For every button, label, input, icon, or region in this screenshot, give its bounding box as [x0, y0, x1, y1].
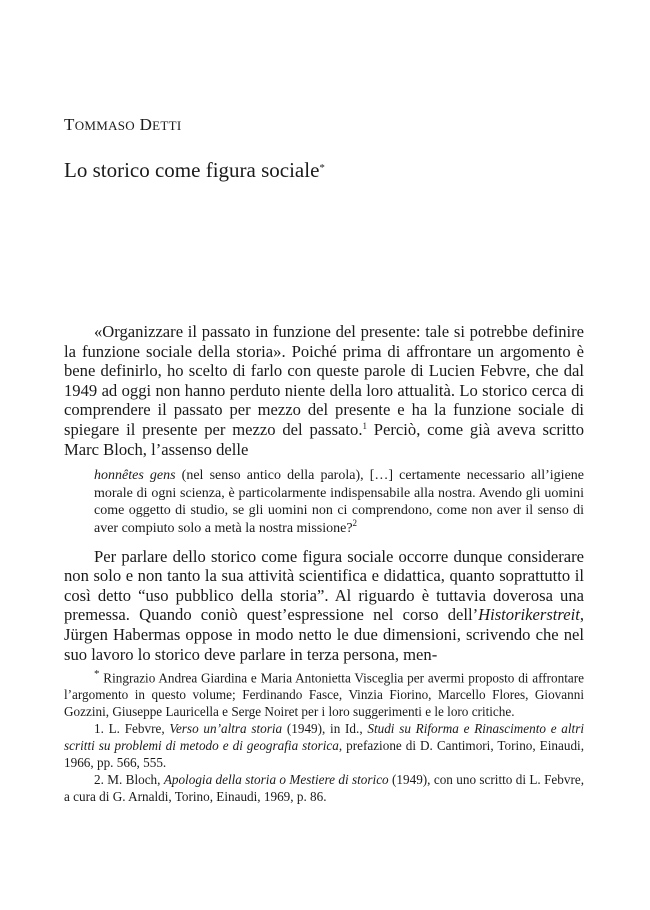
author-first-initial: T — [64, 115, 75, 134]
paragraph-1-text: «Organizzare il passato in funzione del presente: tale si potrebbe definire la funzione sociale della storia». Poiché prima di affrontare un argomento è bene definirlo, ho scelto di farlo con queste parole di Lucien Febvre, che dal 1949 ad oggi non hanno perduto niente della loro attualità. Lo storico cerca di comprendere il passato per mezzo del presente e ha la funzione sociale di spiegare il presente per mezzo del passato. — [64, 322, 584, 439]
paragraph-2-text-a: Per parlare dello storico come figura sociale occorre dunque considerare non solo e non tanto la sua attività scientifica e didattica, quanto soprattutto il così detto “uso pubblico della storia”. Al riguardo è tuttavia doverosa una premessa. Quando coniò quest’espressione nel corso dell’ — [64, 546, 584, 625]
title-footnote-mark: * — [319, 162, 325, 174]
author-first-rest: OMMASO — [74, 118, 136, 133]
footnote-star-mark: * — [94, 668, 100, 680]
footnote-1-a: 1. L. Febvre, — [94, 721, 170, 737]
footnote-2-italic: Apologia della storia o Mestiere di storico — [163, 772, 389, 788]
footnote-2-a: 2. M. Bloch, — [94, 772, 164, 788]
footnote-star-text: Ringrazio Andrea Giardina e Maria Antonietta Visceglia per avermi proposto di affrontare l’argomento in questo volume; Ferdinando Fasce, Vinzia Fiorino, Marcello Flores, Giovanni Gozzini, Giuseppe Lauricella e Serge Noiret per i loro suggerimenti e le loro critiche. — [64, 670, 584, 720]
author-name — [64, 115, 182, 135]
footnote-1-italic-2: Studi su Riforma e Rinascimento e altri scritti su problemi di metodo e di geografia storica — [64, 721, 585, 754]
author-last-rest: ETTI — [152, 118, 182, 133]
paragraph-2-italic: Historikerstreit — [478, 605, 580, 625]
footnote-1 — [64, 720, 584, 771]
paragraph-1 — [64, 322, 584, 459]
quote-text: (nel senso antico della parola), […] certamente necessario all’igiene morale di ogni scienza, è particolarmente indispensabile alla nostra. Avendo gli uomini come oggetto di studio, se gli uomini non ci comprendono, come non aver il senso di aver compiuto solo a metà la nostra missione? — [94, 468, 584, 536]
footnote-1-italic-1: Verso un’altra storia — [169, 721, 283, 737]
footnote-star — [64, 666, 584, 720]
paragraph-2 — [64, 547, 584, 665]
footnote-2 — [64, 771, 584, 805]
footnote-ref-1: 1 — [362, 420, 367, 431]
body-text — [64, 322, 584, 664]
author-last-initial: D — [139, 115, 153, 134]
footnote-2-b: (1949), con uno scritto di L. Febvre, a cura di G. Arnaldi, Torino, Einaudi, 1969, p. 86. — [64, 772, 584, 805]
article-title-text: Lo storico come figura sociale — [64, 158, 320, 182]
footnote-ref-2: 2 — [352, 517, 358, 528]
paragraph-2-text-b: , Jürgen Habermas oppose in modo netto le due dimensioni, scrivendo che nel suo lavoro lo storico deve parlare in terza persona, men- — [64, 605, 584, 664]
paragraph-1-tail: Perciò, come già aveva scritto Marc Bloch, l’assenso delle — [64, 419, 585, 459]
footnotes — [64, 666, 584, 805]
quote-italic: honnêtes gens — [94, 468, 176, 484]
footnote-1-c: , prefazione di D. Cantimori, Torino, Einaudi, 1966, pp. 566, 555. — [64, 738, 585, 771]
footnote-1-b: (1949), in Id., — [282, 721, 368, 737]
article-title — [64, 158, 325, 183]
block-quote — [94, 467, 584, 537]
